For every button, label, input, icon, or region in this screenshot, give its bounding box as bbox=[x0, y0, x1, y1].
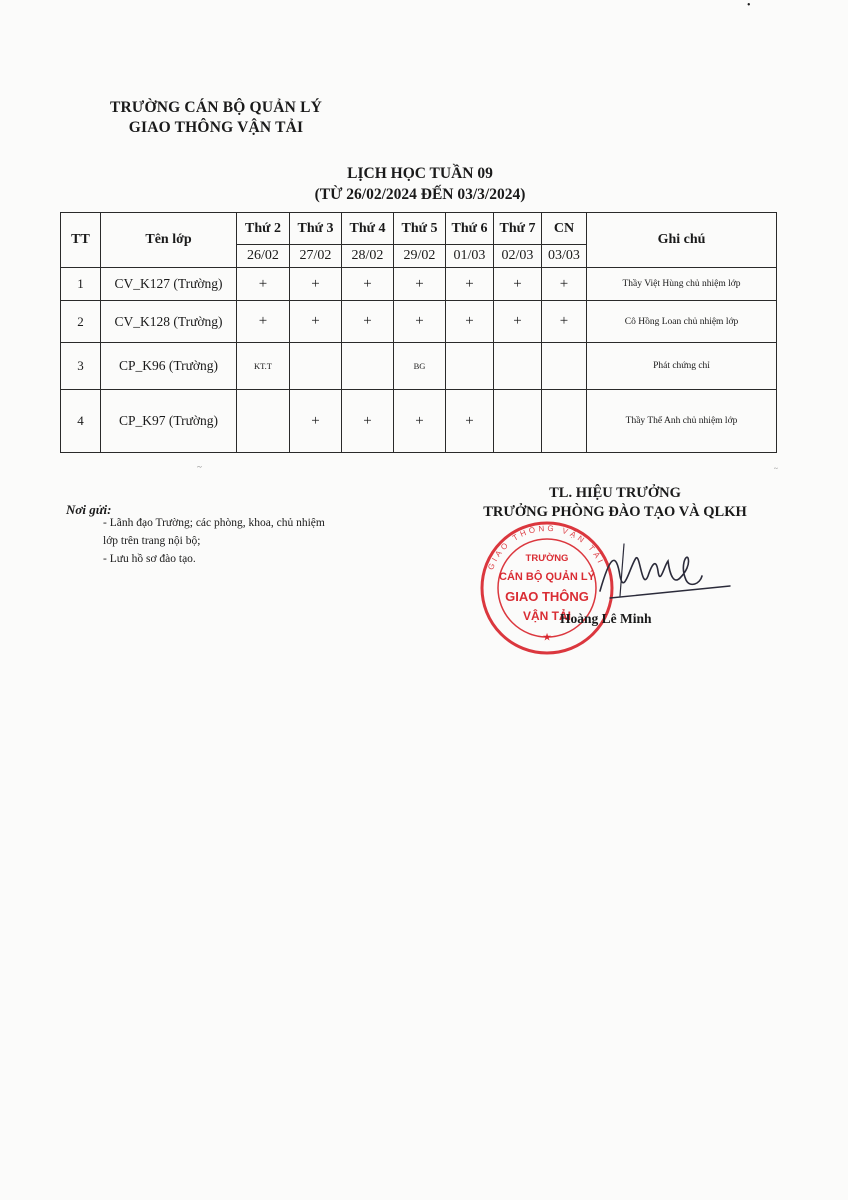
schedule-cell bbox=[446, 343, 494, 390]
org-line-2: GIAO THÔNG VẬN TẢI bbox=[128, 119, 304, 136]
schedule-cell bbox=[237, 390, 290, 453]
header-day: Thứ 5 bbox=[394, 213, 446, 245]
row-number: 3 bbox=[61, 343, 101, 390]
stamp-line-1: TRƯỜNG bbox=[525, 553, 569, 564]
recipients-list bbox=[103, 514, 325, 568]
row-number: 4 bbox=[61, 390, 101, 453]
document-title bbox=[250, 163, 590, 205]
class-name: CV_K128 (Trường) bbox=[101, 301, 237, 343]
header-class-name: Tên lớp bbox=[101, 213, 237, 268]
recipient-line: - Lãnh đạo Trường; các phòng, khoa, chủ nhiệm bbox=[103, 517, 325, 529]
signature-title-2: TRƯỞNG PHÒNG ĐÀO TẠO VÀ QLKH bbox=[483, 504, 747, 520]
header-date: 28/02 bbox=[342, 245, 394, 268]
class-name: CP_K96 (Trường) bbox=[101, 343, 237, 390]
header-date: 27/02 bbox=[290, 245, 342, 268]
schedule-cell: + bbox=[290, 301, 342, 343]
schedule-cell: + bbox=[237, 268, 290, 301]
stamp-line-2: CÁN BỘ QUẢN LÝ bbox=[499, 571, 595, 583]
schedule-cell: + bbox=[394, 390, 446, 453]
header-date: 29/02 bbox=[394, 245, 446, 268]
schedule-cell: + bbox=[290, 268, 342, 301]
schedule-cell bbox=[542, 390, 587, 453]
schedule-cell: + bbox=[290, 390, 342, 453]
header-day: Thứ 7 bbox=[494, 213, 542, 245]
recipient-line: lớp trên trang nội bộ; bbox=[103, 535, 201, 547]
header-note: Ghi chú bbox=[587, 213, 777, 268]
table-row bbox=[61, 343, 777, 390]
schedule-cell: + bbox=[394, 268, 446, 301]
signer-name: Hoàng Lê Minh bbox=[560, 611, 652, 626]
schedule-cell: + bbox=[342, 390, 394, 453]
schedule-cell: + bbox=[237, 301, 290, 343]
stamp-ring-text: GIAO THÔNG VẬN TẢI bbox=[486, 523, 606, 572]
header-day: Thứ 4 bbox=[342, 213, 394, 245]
stamp-star: ★ bbox=[542, 632, 552, 642]
row-number: 2 bbox=[61, 301, 101, 343]
signature-block bbox=[470, 484, 760, 522]
schedule-cell: + bbox=[342, 268, 394, 301]
stamp-line-3: GIAO THÔNG bbox=[505, 589, 589, 604]
schedule-cell bbox=[494, 390, 542, 453]
note-cell: Phát chứng chỉ bbox=[587, 343, 777, 390]
organization-name bbox=[96, 98, 336, 138]
table-row bbox=[61, 390, 777, 453]
note-cell: Thầy Thế Anh chủ nhiệm lớp bbox=[587, 390, 777, 453]
row-number: 1 bbox=[61, 268, 101, 301]
class-name: CP_K97 (Trường) bbox=[101, 390, 237, 453]
note-cell: Thầy Việt Hùng chủ nhiệm lớp bbox=[587, 268, 777, 301]
schedule-cell bbox=[542, 343, 587, 390]
table-row bbox=[61, 301, 777, 343]
title-line-1: LỊCH HỌC TUẦN 09 bbox=[347, 165, 493, 182]
table-row bbox=[61, 268, 777, 301]
class-name: CV_K127 (Trường) bbox=[101, 268, 237, 301]
schedule-cell bbox=[290, 343, 342, 390]
header-day: Thứ 3 bbox=[290, 213, 342, 245]
title-line-2: (TỪ 26/02/2024 ĐẾN 03/3/2024) bbox=[314, 186, 526, 203]
schedule-table bbox=[60, 212, 777, 453]
schedule-cell: + bbox=[446, 390, 494, 453]
header-day: Thứ 6 bbox=[446, 213, 494, 245]
recipient-line: - Lưu hồ sơ đào tạo. bbox=[103, 553, 196, 565]
schedule-cell bbox=[342, 343, 394, 390]
header-date: 26/02 bbox=[237, 245, 290, 268]
header-date: 02/03 bbox=[494, 245, 542, 268]
stamp-line-4: VẬN TẢI bbox=[523, 609, 571, 623]
corner-dot: • bbox=[747, 0, 751, 11]
schedule-cell: + bbox=[494, 301, 542, 343]
schedule-cell: + bbox=[542, 268, 587, 301]
schedule-cell bbox=[494, 343, 542, 390]
schedule-cell: + bbox=[542, 301, 587, 343]
signature-title-1: TL. HIỆU TRƯỞNG bbox=[549, 485, 681, 501]
recipients-label: Nơi gửi: bbox=[66, 502, 112, 517]
schedule-cell: BG bbox=[394, 343, 446, 390]
schedule-cell: + bbox=[342, 301, 394, 343]
header-tt: TT bbox=[61, 213, 101, 268]
note-cell: Cô Hồng Loan chủ nhiệm lớp bbox=[587, 301, 777, 343]
schedule-cell: + bbox=[394, 301, 446, 343]
handwritten-signature bbox=[590, 536, 740, 616]
header-day: Thứ 2 bbox=[237, 213, 290, 245]
header-date: 01/03 bbox=[446, 245, 494, 268]
schedule-cell: + bbox=[446, 268, 494, 301]
scan-mark: ~ bbox=[774, 465, 778, 473]
org-line-1: TRƯỜNG CÁN BỘ QUẢN LÝ bbox=[109, 99, 323, 116]
header-date: 03/03 bbox=[542, 245, 587, 268]
schedule-cell: + bbox=[494, 268, 542, 301]
header-day: CN bbox=[542, 213, 587, 245]
schedule-cell: KT.T bbox=[237, 343, 290, 390]
scan-mark: ~ bbox=[197, 462, 202, 472]
schedule-cell: + bbox=[446, 301, 494, 343]
